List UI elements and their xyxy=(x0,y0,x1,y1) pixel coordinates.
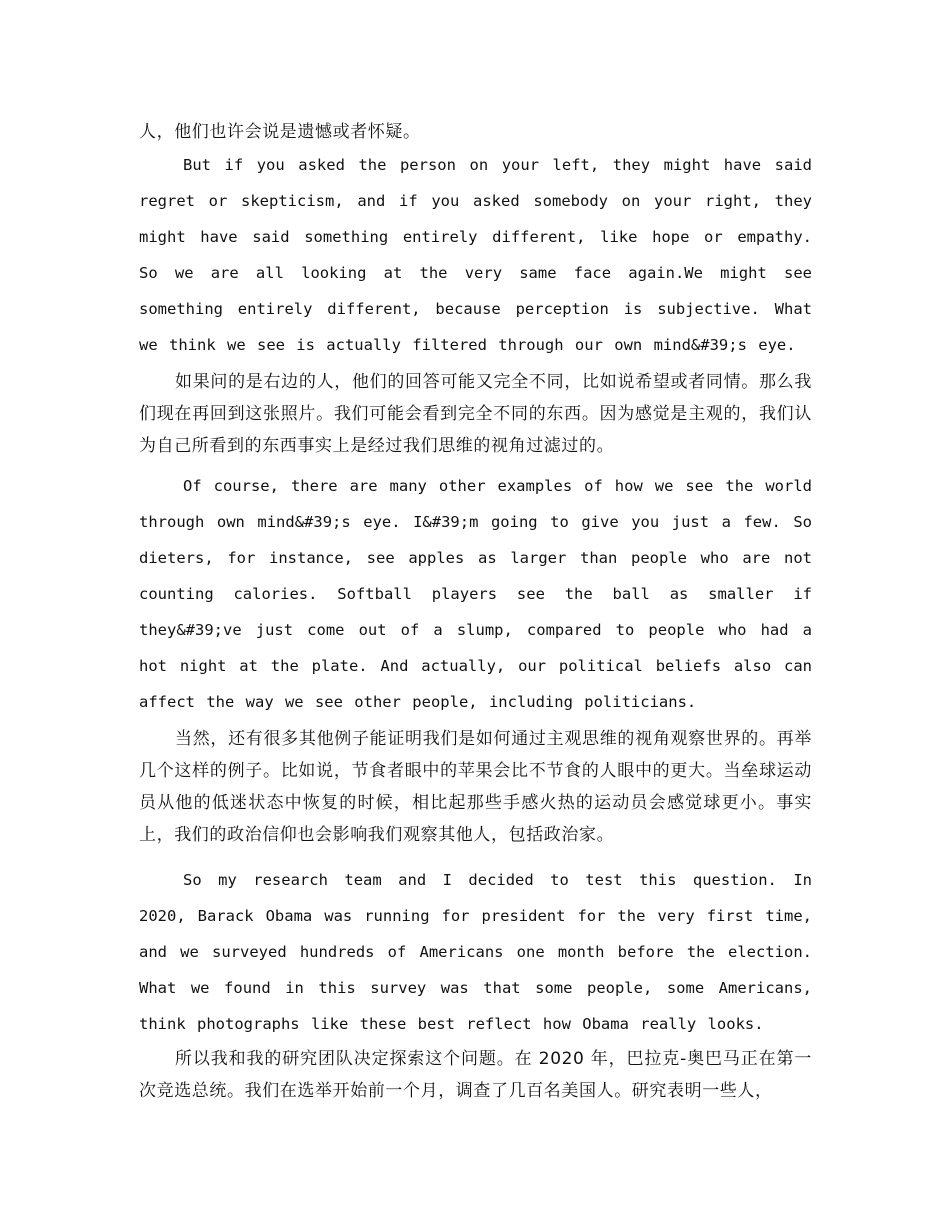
paragraph-research-zh: 所以我和我的研究团队决定探索这个问题。在 2020 年，巴拉克-奥巴马正在第一次竞选总统。我们在选举开始前一个月，调查了几百名美国人。研究表明一些人， xyxy=(139,1049,812,1101)
paragraph-perception-en: But if you asked the person on your left, they might have said regret or skepticism, and if you asked somebody on your right, they might have said something entirely different, like hope or empathy. So we are all looking at the very same face again.We might see something entirely different, because perception is subjective. What we think we see is actually filtered through our own mind&#39;s eye. xyxy=(139,156,812,354)
paragraph-perception-zh: 如果问的是右边的人，他们的回答可能又完全不同，比如说希望或者同情。那么我们现在再回到这张照片。我们可能会看到完全不同的东西。因为感觉是主观的，我们认为自己所看到的东西事实上是经过我们思维的视角过滤过的。 xyxy=(139,372,812,456)
paragraph-examples-en: Of course, there are many other examples of how we see the world through own mind&#39;s eye. I&#39;m going to give you just a few. So dieters, for instance, see apples as larger than people who are not counting calories. Softball players see the ball as smaller if they&#39;ve just come out of a slump, compared to people who had a hot night at the plate. And actually, our political beliefs also can affect the way we see other people, including politicians. xyxy=(139,477,812,711)
paragraph-examples-zh: 当然，还有很多其他例子能证明我们是如何通过主观思维的视角观察世界的。再举几个这样的例子。比如说，节食者眼中的苹果会比不节食的人眼中的更大。当垒球运动员从他的低迷状态中恢复的时候，相比起那些手感火热的运动员会感觉球更小。事实上，我们的政治信仰也会影响我们观察其他人，包括政治家。 xyxy=(139,729,812,845)
paragraph-continuation-zh: 人，他们也许会说是遗憾或者怀疑。 xyxy=(139,122,421,142)
paragraph-research-en: So my research team and I decided to test this question. In 2020, Barack Obama was running for president for the very first time, and we surveyed hundreds of Americans one month before the election. What we found in this survey was that some people, some Americans, think photographs like these best reflect how Obama really looks. xyxy=(139,871,812,1033)
